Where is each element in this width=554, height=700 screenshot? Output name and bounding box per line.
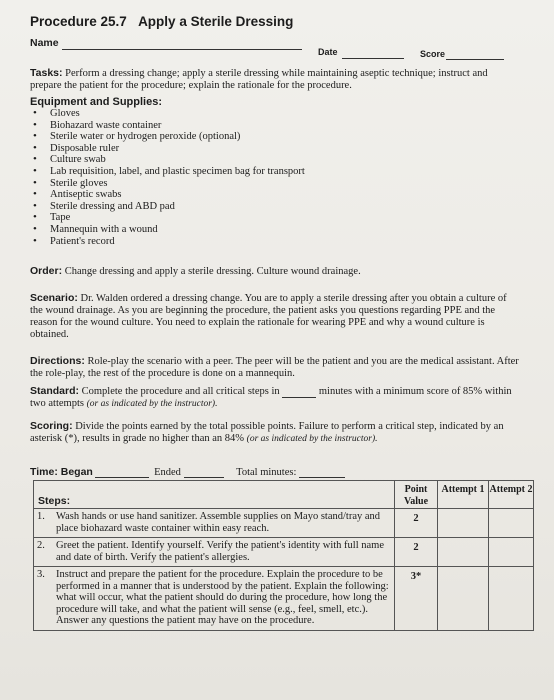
scenario-text: Dr. Walden ordered a dressing change. You are to apply a sterile dressing after you obtain a culture of the wound drainage. As you are beginning the procedure, the patient asks you questions regarding PPE and the reason for the wound culture. You need to explain the rationale for wearing PPE and why a wound culture is obtained. [30, 293, 507, 340]
attempt2-cell[interactable] [489, 567, 534, 631]
attempt1-cell[interactable] [438, 567, 489, 631]
scoring-note: (or as indicated by the instructor). [246, 434, 378, 444]
attempt1-cell[interactable] [438, 509, 489, 538]
date-label: Date [318, 47, 338, 57]
standard-minutes-field[interactable] [282, 397, 316, 398]
equipment-item: • Patient's record [30, 236, 305, 248]
equipment-item: • Sterile gloves [30, 178, 305, 190]
equipment-list [30, 108, 305, 247]
equipment-heading: Equipment and Supplies: [30, 96, 163, 108]
point-value-cell: 2 [395, 538, 438, 567]
attempt2-cell[interactable] [489, 509, 534, 538]
point-value-cell: 2 [395, 509, 438, 538]
standard-text-before: Complete the procedure and all critical steps in [81, 386, 280, 397]
step-cell [34, 567, 395, 631]
equipment-item: • Lab requisition, label, and plastic specimen bag for transport [30, 166, 305, 178]
order-label: Order: [30, 265, 63, 277]
table-row [34, 509, 534, 538]
step-text: Greet the patient. Identify yourself. Verify the patient's identity with full name and date of birth. Verify the patient's allergies. [56, 540, 384, 563]
tasks-section [30, 67, 510, 92]
scenario-section [30, 292, 518, 341]
procedure-number: Procedure 25.7 [30, 14, 127, 29]
scoring-label: Scoring: [30, 420, 73, 432]
score-label: Score [420, 49, 446, 59]
equipment-item: • Disposable ruler [30, 143, 305, 155]
date-field[interactable] [342, 58, 404, 59]
standard-note: (or as indicated by the instructor). [86, 399, 218, 409]
standard-label: Standard: [30, 385, 80, 397]
step-text: Wash hands or use hand sanitizer. Assemble supplies on Mayo stand/tray and place biohazard waste container within easy reach. [56, 511, 381, 534]
steps-header: Steps: [38, 495, 71, 507]
directions-label: Directions: [30, 355, 85, 367]
step-text: Instruct and prepare the patient for the procedure. Explain the procedure to be performed in a manner that is understood by the patient. Explain the following: what will occur, what the patient should do during the procedure, how long the procedure will take, and what the patient will sense (e.g., feel, smell, etc.). Answer any questions the patient may have on the procedure. [56, 569, 389, 626]
attempt2-cell[interactable] [489, 538, 534, 567]
standard-text-after: minutes with a minimum score of 85% within two attempts [30, 386, 512, 409]
time-ended-field[interactable] [184, 477, 224, 478]
step-number: 2. [37, 540, 45, 551]
steps-table [33, 480, 534, 631]
score-field[interactable] [446, 59, 504, 60]
time-row [30, 466, 345, 478]
time-ended-label: Ended [154, 467, 181, 478]
equipment-item: • Sterile water or hydrogen peroxide (optional) [30, 131, 305, 143]
step-cell [34, 509, 395, 538]
tasks-label: Tasks: [30, 67, 63, 79]
step-cell [34, 538, 395, 567]
table-row [34, 567, 534, 631]
point-value-cell: 3* [395, 567, 438, 631]
attempt1-header: Attempt 1 [438, 481, 489, 509]
directions-section [30, 355, 520, 380]
name-label: Name [30, 37, 59, 49]
scoring-section [30, 420, 535, 445]
equipment-item: • Sterile dressing and ABD pad [30, 201, 305, 213]
steps-header-cell [34, 481, 395, 509]
procedure-title [30, 14, 293, 29]
attempt2-header: Attempt 2 [489, 481, 534, 509]
procedure-name: Apply a Sterile Dressing [138, 14, 294, 29]
order-section [30, 265, 525, 278]
equipment-item: • Tape [30, 212, 305, 224]
attempt1-cell[interactable] [438, 538, 489, 567]
equipment-item: • Gloves [30, 108, 305, 120]
step-number: 3. [37, 569, 45, 580]
tasks-text: Perform a dressing change; apply a sterile dressing while maintaining aseptic technique; instruct and prepare the patient for the procedure; explain the rationale for the procedure. [30, 68, 488, 91]
time-total-label: Total minutes: [236, 467, 297, 478]
table-row [34, 538, 534, 567]
scenario-label: Scenario: [30, 292, 78, 304]
order-text: Change dressing and apply a sterile dressing. Culture wound drainage. [64, 266, 361, 277]
standard-section [30, 385, 525, 410]
equipment-item: • Antiseptic swabs [30, 189, 305, 201]
equipment-item: • Mannequin with a wound [30, 224, 305, 236]
step-number: 1. [37, 511, 45, 522]
time-began-label: Time: Began [30, 466, 93, 478]
scoring-text: Divide the points earned by the total possible points. Failure to perform a critical step, indicated by an asterisk (*), results in grade no higher than an 84% [30, 421, 504, 444]
equipment-item: • Culture swab [30, 154, 305, 166]
point-value-header: Point Value [395, 481, 438, 509]
equipment-item: • Biohazard waste container [30, 120, 305, 132]
name-field[interactable] [62, 49, 302, 50]
time-began-field[interactable] [95, 477, 149, 478]
directions-text: Role-play the scenario with a peer. The peer will be the patient and you are the medical assistant. After the role-play, the rest of the procedure is done on a mannequin. [30, 356, 519, 379]
time-total-field[interactable] [299, 477, 345, 478]
table-header-row [34, 481, 534, 509]
